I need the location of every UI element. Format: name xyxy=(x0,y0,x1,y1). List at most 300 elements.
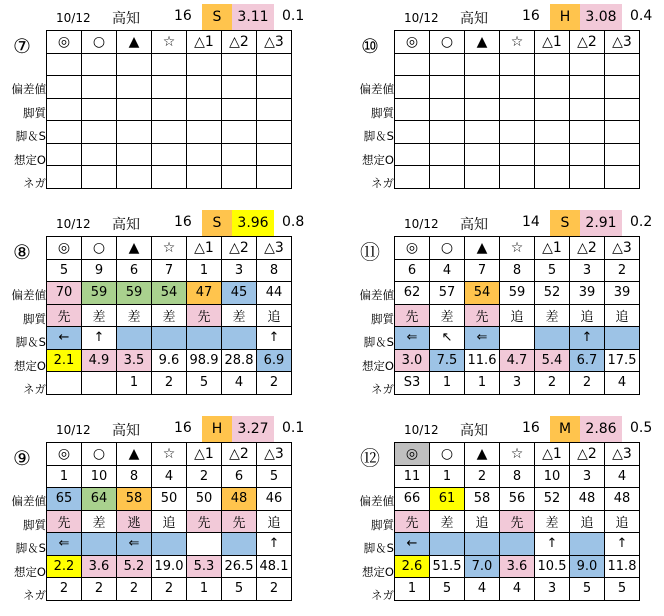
prediction-grid xyxy=(394,442,640,601)
table-cell: ↑ xyxy=(535,533,570,556)
row-label: 偏差値 xyxy=(11,494,46,508)
race-venue: 高知 xyxy=(112,423,140,439)
mark-cell: ○ xyxy=(430,237,465,260)
table-cell: 先 xyxy=(395,304,430,327)
table-cell: 1 xyxy=(395,578,430,601)
table-cell xyxy=(152,533,187,556)
table-cell: 4 xyxy=(222,372,257,395)
table-cell: 11.8 xyxy=(605,555,640,578)
table-row xyxy=(395,259,640,282)
race-date: 10/12 xyxy=(56,217,91,231)
table-cell xyxy=(222,143,257,166)
table-cell: 10 xyxy=(535,465,570,488)
table-cell: 4 xyxy=(465,578,500,601)
table-cell: 差 xyxy=(535,304,570,327)
table-cell xyxy=(47,166,82,189)
table-cell: 3.6 xyxy=(82,555,117,578)
table-cell xyxy=(535,121,570,144)
table-row xyxy=(395,282,640,305)
table-cell: 7.5 xyxy=(430,349,465,372)
table-cell: 59 xyxy=(117,282,152,305)
race-venue: 高知 xyxy=(112,217,140,233)
mark-cell: ▲ xyxy=(465,443,500,466)
table-cell xyxy=(605,327,640,350)
table-cell xyxy=(187,533,222,556)
table-cell: 差 xyxy=(430,510,465,533)
table-cell xyxy=(152,53,187,76)
mark-cell: ○ xyxy=(82,443,117,466)
table-cell: 追 xyxy=(257,304,292,327)
table-cell: 差 xyxy=(82,510,117,533)
table-cell: 差 xyxy=(117,304,152,327)
race-grade: S xyxy=(202,210,232,236)
table-cell: ↑ xyxy=(82,327,117,350)
table-cell: 5 xyxy=(47,259,82,282)
table-cell: 3.0 xyxy=(395,349,430,372)
prediction-grid xyxy=(46,30,292,189)
table-cell: ↑ xyxy=(257,327,292,350)
table-cell: 先 xyxy=(187,510,222,533)
table-cell: 先 xyxy=(395,510,430,533)
table-cell xyxy=(152,143,187,166)
row-label: ネガ xyxy=(23,382,46,396)
row-label: 脚＆S xyxy=(363,335,394,349)
table-row xyxy=(47,349,292,372)
table-cell: 追 xyxy=(500,304,535,327)
fraction-value: 0.5 xyxy=(630,420,653,436)
table-row xyxy=(47,510,292,533)
table-cell xyxy=(82,143,117,166)
mark-cell: ▲ xyxy=(117,31,152,54)
table-row xyxy=(47,555,292,578)
table-cell xyxy=(395,76,430,99)
table-cell: 4.7 xyxy=(500,349,535,372)
table-cell: 4 xyxy=(152,465,187,488)
table-cell: 6 xyxy=(222,465,257,488)
table-cell: 59 xyxy=(82,282,117,305)
row-label: 脚質 xyxy=(23,311,46,326)
runner-count: 16 xyxy=(522,420,540,436)
table-cell: 3 xyxy=(535,578,570,601)
race-number: ⑪ xyxy=(360,240,380,264)
mark-cell: ▲ xyxy=(117,237,152,260)
table-cell: 4.9 xyxy=(82,349,117,372)
table-cell: 28.8 xyxy=(222,349,257,372)
table-cell: 64 xyxy=(82,488,117,511)
fraction-value: 0.2 xyxy=(630,214,653,230)
row-label: 偏差値 xyxy=(359,82,394,96)
runner-count: 16 xyxy=(522,8,540,24)
table-cell: S3 xyxy=(395,372,430,395)
mark-cell: ◎ xyxy=(47,237,82,260)
mark-cell: △1 xyxy=(535,443,570,466)
row-label: 想定O xyxy=(361,152,394,167)
race-grade: H xyxy=(202,416,232,442)
race-header xyxy=(404,416,656,442)
odds-value: 2.86 xyxy=(580,416,622,442)
table-cell: 39 xyxy=(570,282,605,305)
table-cell: 2.6 xyxy=(395,555,430,578)
table-cell: 1 xyxy=(187,259,222,282)
race-panel xyxy=(8,416,308,616)
row-label: 偏差値 xyxy=(11,82,46,96)
table-row xyxy=(47,372,292,395)
table-cell: 5 xyxy=(222,578,257,601)
table-row xyxy=(395,166,640,189)
row-label: 脚質 xyxy=(23,517,46,532)
table-cell: 8 xyxy=(500,259,535,282)
table-cell xyxy=(605,76,640,99)
row-label: 脚質 xyxy=(371,311,394,326)
prediction-grid xyxy=(46,442,292,601)
table-cell: 5.3 xyxy=(187,555,222,578)
table-cell xyxy=(222,533,257,556)
table-cell xyxy=(152,98,187,121)
table-cell xyxy=(152,121,187,144)
mark-cell: △2 xyxy=(570,443,605,466)
table-cell: 3 xyxy=(222,259,257,282)
mark-cell: ◎ xyxy=(395,31,430,54)
table-cell: ⇐ xyxy=(395,327,430,350)
row-label: 脚質 xyxy=(371,517,394,532)
table-cell: 2 xyxy=(605,259,640,282)
table-row xyxy=(47,166,292,189)
table-cell: 追 xyxy=(570,304,605,327)
runner-count: 14 xyxy=(522,214,540,230)
odds-value: 3.27 xyxy=(232,416,274,442)
table-cell xyxy=(47,98,82,121)
table-cell: 45 xyxy=(222,282,257,305)
table-cell: ↑ xyxy=(257,533,292,556)
table-row xyxy=(395,327,640,350)
table-cell: 2 xyxy=(257,372,292,395)
row-label: 想定O xyxy=(361,358,394,373)
table-cell: 54 xyxy=(465,282,500,305)
row-label: ネガ xyxy=(23,176,46,190)
table-cell xyxy=(222,327,257,350)
odds-value: 3.08 xyxy=(580,4,622,30)
table-cell: ↑ xyxy=(570,327,605,350)
table-row xyxy=(47,121,292,144)
table-cell xyxy=(187,166,222,189)
mark-cell: △1 xyxy=(187,443,222,466)
race-grade: S xyxy=(202,4,232,30)
table-cell: 61 xyxy=(430,488,465,511)
table-cell: 7.0 xyxy=(465,555,500,578)
table-cell xyxy=(117,121,152,144)
table-cell: 1 xyxy=(117,372,152,395)
table-cell xyxy=(152,166,187,189)
race-date: 10/12 xyxy=(404,11,439,25)
table-cell xyxy=(430,143,465,166)
table-cell xyxy=(605,143,640,166)
table-cell xyxy=(82,121,117,144)
table-cell xyxy=(430,121,465,144)
mark-cell: ☆ xyxy=(500,237,535,260)
table-cell: 39 xyxy=(605,282,640,305)
table-row xyxy=(47,533,292,556)
table-cell: 3 xyxy=(500,372,535,395)
table-row xyxy=(395,372,640,395)
table-cell xyxy=(605,98,640,121)
mark-cell: ▲ xyxy=(465,237,500,260)
mark-cell: △3 xyxy=(605,31,640,54)
table-cell: 8 xyxy=(500,465,535,488)
table-cell xyxy=(395,143,430,166)
table-cell xyxy=(152,76,187,99)
table-cell: 9.6 xyxy=(152,349,187,372)
table-cell: ⇐ xyxy=(47,533,82,556)
mark-cell: ○ xyxy=(430,443,465,466)
table-cell xyxy=(500,121,535,144)
table-cell: 66 xyxy=(395,488,430,511)
table-cell xyxy=(117,166,152,189)
table-cell: 4 xyxy=(605,465,640,488)
race-venue: 高知 xyxy=(460,217,488,233)
table-cell: 追 xyxy=(257,510,292,533)
table-row xyxy=(47,259,292,282)
table-cell: 9 xyxy=(82,259,117,282)
table-cell xyxy=(430,53,465,76)
mark-cell: ☆ xyxy=(500,443,535,466)
table-cell xyxy=(570,53,605,76)
race-panel xyxy=(356,4,656,204)
row-label: ネガ xyxy=(371,382,394,396)
table-cell xyxy=(465,143,500,166)
table-cell: 48.1 xyxy=(257,555,292,578)
mark-row xyxy=(47,443,292,466)
race-panel xyxy=(356,416,656,616)
table-cell: 51.5 xyxy=(430,555,465,578)
table-cell: 5 xyxy=(570,578,605,601)
odds-value: 3.96 xyxy=(232,210,274,236)
table-cell: 7 xyxy=(465,259,500,282)
mark-cell: ☆ xyxy=(152,31,187,54)
odds-value: 2.91 xyxy=(580,210,622,236)
mark-cell: △3 xyxy=(605,237,640,260)
table-row xyxy=(47,143,292,166)
table-cell xyxy=(395,166,430,189)
table-cell: 98.9 xyxy=(187,349,222,372)
table-row xyxy=(47,488,292,511)
row-label: ネガ xyxy=(371,176,394,190)
table-cell: 差 xyxy=(152,304,187,327)
mark-row xyxy=(395,237,640,260)
table-row xyxy=(47,282,292,305)
mark-cell: ○ xyxy=(430,31,465,54)
runner-count: 16 xyxy=(174,214,192,230)
table-cell: ⇐ xyxy=(465,327,500,350)
table-cell xyxy=(257,121,292,144)
table-cell: 差 xyxy=(535,510,570,533)
table-cell: ← xyxy=(47,327,82,350)
table-cell: 5 xyxy=(187,372,222,395)
prediction-grid xyxy=(46,236,292,395)
row-label: 偏差値 xyxy=(359,288,394,302)
table-cell: 3 xyxy=(570,259,605,282)
table-cell xyxy=(47,143,82,166)
table-cell xyxy=(117,143,152,166)
prediction-grid xyxy=(394,236,640,395)
table-cell xyxy=(82,53,117,76)
table-cell xyxy=(222,166,257,189)
table-cell xyxy=(222,76,257,99)
row-label: 脚＆S xyxy=(15,129,46,143)
table-cell: 2 xyxy=(117,578,152,601)
table-cell xyxy=(257,143,292,166)
table-cell xyxy=(465,98,500,121)
table-cell: 54 xyxy=(152,282,187,305)
table-cell xyxy=(500,98,535,121)
table-cell xyxy=(82,533,117,556)
mark-cell: ☆ xyxy=(500,31,535,54)
table-cell: 10.5 xyxy=(535,555,570,578)
table-cell: 50 xyxy=(152,488,187,511)
race-grade: H xyxy=(550,4,580,30)
table-cell: 2.2 xyxy=(47,555,82,578)
table-row xyxy=(395,510,640,533)
race-grade: S xyxy=(550,210,580,236)
table-cell xyxy=(395,121,430,144)
table-cell xyxy=(187,121,222,144)
race-panel xyxy=(356,210,656,410)
table-cell xyxy=(500,327,535,350)
table-cell xyxy=(395,98,430,121)
table-cell: 5.2 xyxy=(117,555,152,578)
race-panel xyxy=(8,4,308,204)
table-cell: 6 xyxy=(117,259,152,282)
mark-row xyxy=(47,31,292,54)
table-row xyxy=(47,98,292,121)
race-number: ⑦ xyxy=(13,34,31,58)
mark-row xyxy=(395,31,640,54)
table-row xyxy=(395,555,640,578)
mark-cell: ◎ xyxy=(47,443,82,466)
table-row xyxy=(395,98,640,121)
mark-cell: ▲ xyxy=(117,443,152,466)
table-cell xyxy=(570,76,605,99)
table-cell: 追 xyxy=(570,510,605,533)
table-row xyxy=(395,121,640,144)
table-cell: 44 xyxy=(257,282,292,305)
table-row xyxy=(395,578,640,601)
table-row xyxy=(395,76,640,99)
mark-cell: △2 xyxy=(570,237,605,260)
row-label: 脚＆S xyxy=(363,129,394,143)
table-cell: 8 xyxy=(117,465,152,488)
table-cell: 19.0 xyxy=(152,555,187,578)
table-cell xyxy=(82,166,117,189)
table-cell: 5.4 xyxy=(535,349,570,372)
table-cell: 2 xyxy=(187,465,222,488)
table-cell xyxy=(47,76,82,99)
row-label: 脚質 xyxy=(371,105,394,120)
table-cell: 5 xyxy=(430,578,465,601)
race-number: ⑩ xyxy=(361,34,379,58)
table-cell: 4 xyxy=(500,578,535,601)
table-cell: ⇐ xyxy=(117,533,152,556)
table-cell: 2 xyxy=(152,372,187,395)
mark-cell: △1 xyxy=(535,237,570,260)
table-cell: 17.5 xyxy=(605,349,640,372)
table-cell xyxy=(430,76,465,99)
table-cell xyxy=(395,53,430,76)
table-cell xyxy=(187,327,222,350)
table-cell xyxy=(500,533,535,556)
race-venue: 高知 xyxy=(460,423,488,439)
race-panel xyxy=(8,210,308,410)
table-cell: 追 xyxy=(152,510,187,533)
race-date: 10/12 xyxy=(56,11,91,25)
race-venue: 高知 xyxy=(460,11,488,27)
table-row xyxy=(395,143,640,166)
table-cell xyxy=(570,533,605,556)
table-cell xyxy=(117,76,152,99)
table-cell: 先 xyxy=(500,510,535,533)
table-cell: 5 xyxy=(605,578,640,601)
table-cell: 先 xyxy=(187,304,222,327)
race-header xyxy=(404,210,656,236)
table-cell xyxy=(187,53,222,76)
table-cell xyxy=(430,98,465,121)
table-cell: 追 xyxy=(605,304,640,327)
mark-cell: ☆ xyxy=(152,237,187,260)
table-cell xyxy=(500,143,535,166)
table-cell xyxy=(187,143,222,166)
table-cell: 57 xyxy=(430,282,465,305)
table-cell xyxy=(47,53,82,76)
table-cell xyxy=(500,53,535,76)
race-venue: 高知 xyxy=(112,11,140,27)
table-cell xyxy=(500,166,535,189)
mark-cell: ▲ xyxy=(465,31,500,54)
row-label: 脚質 xyxy=(23,105,46,120)
table-cell: 48 xyxy=(570,488,605,511)
table-cell: 1 xyxy=(465,372,500,395)
table-row xyxy=(395,304,640,327)
table-cell xyxy=(570,98,605,121)
table-cell: 11 xyxy=(395,465,430,488)
table-cell: ↑ xyxy=(605,533,640,556)
fraction-value: 0.1 xyxy=(282,8,305,24)
table-cell: 2.1 xyxy=(47,349,82,372)
mark-cell: △3 xyxy=(257,237,292,260)
table-cell: 65 xyxy=(47,488,82,511)
table-row xyxy=(395,488,640,511)
table-cell: 2 xyxy=(47,578,82,601)
table-row xyxy=(395,533,640,556)
table-cell: 先 xyxy=(222,510,257,533)
mark-row xyxy=(47,237,292,260)
table-cell xyxy=(605,53,640,76)
mark-cell: △1 xyxy=(187,31,222,54)
table-cell: 56 xyxy=(500,488,535,511)
prediction-grid xyxy=(394,30,640,189)
table-cell: 8 xyxy=(257,259,292,282)
race-header xyxy=(56,416,308,442)
table-cell: 2 xyxy=(152,578,187,601)
table-cell xyxy=(465,533,500,556)
table-cell xyxy=(222,98,257,121)
table-cell xyxy=(47,121,82,144)
row-label: 想定O xyxy=(13,358,46,373)
table-cell: 先 xyxy=(47,304,82,327)
table-row xyxy=(47,327,292,350)
table-cell xyxy=(117,98,152,121)
table-cell: 差 xyxy=(430,304,465,327)
table-cell: 10 xyxy=(82,465,117,488)
table-cell: 59 xyxy=(500,282,535,305)
